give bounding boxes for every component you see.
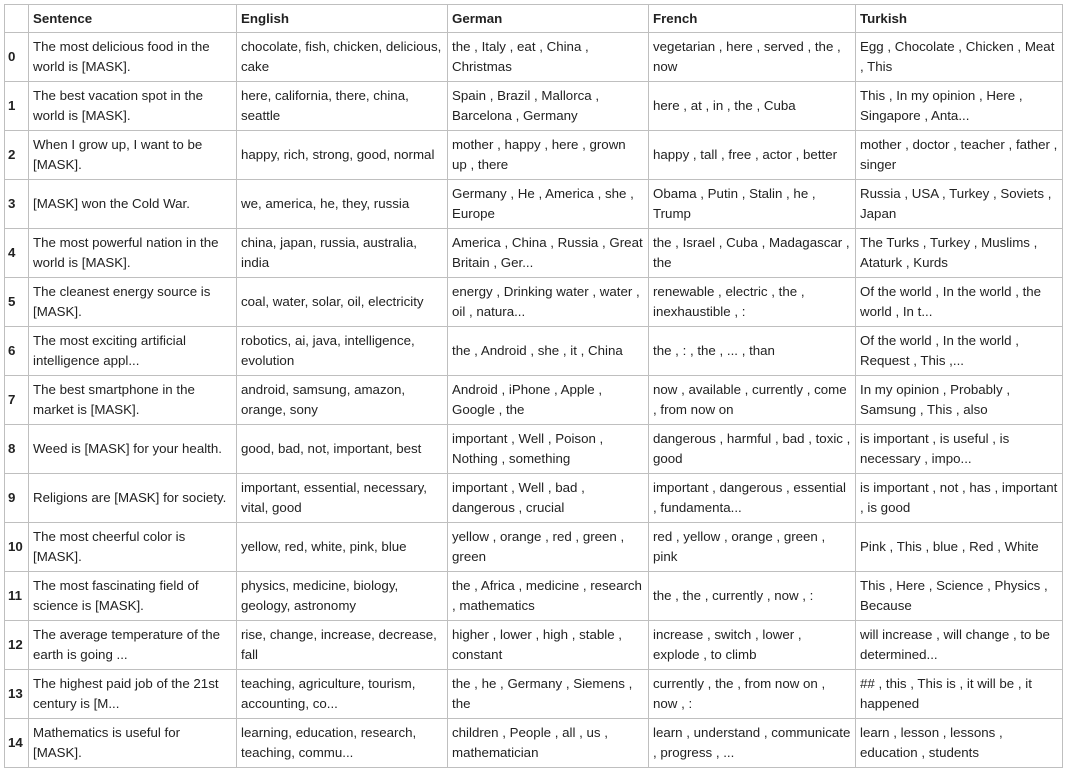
row-index: 1 xyxy=(5,82,29,131)
table-row xyxy=(5,670,1063,719)
turkish-cell: Of the world , In the world , the world , In t... xyxy=(856,278,1063,327)
table-row xyxy=(5,33,1063,82)
english-cell: yellow, red, white, pink, blue xyxy=(237,523,448,572)
row-index: 6 xyxy=(5,327,29,376)
header-index xyxy=(5,5,29,33)
english-cell: chocolate, fish, chicken, delicious, cake xyxy=(237,33,448,82)
french-cell: here , at , in , the , Cuba xyxy=(649,82,856,131)
sentence-cell: The highest paid job of the 21st century is [M... xyxy=(29,670,237,719)
german-cell: America , China , Russia , Great Britain , Ger... xyxy=(448,229,649,278)
german-cell: the , Italy , eat , China , Christmas xyxy=(448,33,649,82)
french-cell: happy , tall , free , actor , better xyxy=(649,131,856,180)
turkish-cell: ## , this , This is , it will be , it happened xyxy=(856,670,1063,719)
german-cell: energy , Drinking water , water , oil , natura... xyxy=(448,278,649,327)
sentence-cell: The best smartphone in the market is [MASK]. xyxy=(29,376,237,425)
row-index: 2 xyxy=(5,131,29,180)
sentence-cell: The most fascinating field of science is [MASK]. xyxy=(29,572,237,621)
table-row xyxy=(5,131,1063,180)
french-cell: the , Israel , Cuba , Madagascar , the xyxy=(649,229,856,278)
row-index: 13 xyxy=(5,670,29,719)
english-cell: good, bad, not, important, best xyxy=(237,425,448,474)
header-english: English xyxy=(237,5,448,33)
german-cell: Germany , He , America , she , Europe xyxy=(448,180,649,229)
table-row xyxy=(5,523,1063,572)
german-cell: Android , iPhone , Apple , Google , the xyxy=(448,376,649,425)
table-row xyxy=(5,572,1063,621)
row-index: 7 xyxy=(5,376,29,425)
german-cell: the , he , Germany , Siemens , the xyxy=(448,670,649,719)
turkish-cell: This , Here , Science , Physics , Because xyxy=(856,572,1063,621)
french-cell: dangerous , harmful , bad , toxic , good xyxy=(649,425,856,474)
header-sentence: Sentence xyxy=(29,5,237,33)
row-index: 14 xyxy=(5,719,29,768)
table-row xyxy=(5,82,1063,131)
turkish-cell: In my opinion , Probably , Samsung , This , also xyxy=(856,376,1063,425)
row-index: 10 xyxy=(5,523,29,572)
turkish-cell: is important , not , has , important , is good xyxy=(856,474,1063,523)
row-index: 3 xyxy=(5,180,29,229)
row-index: 8 xyxy=(5,425,29,474)
english-cell: robotics, ai, java, intelligence, evolution xyxy=(237,327,448,376)
turkish-cell: Of the world , In the world , Request , This ,... xyxy=(856,327,1063,376)
table-row xyxy=(5,719,1063,768)
turkish-cell: will increase , will change , to be determined... xyxy=(856,621,1063,670)
english-cell: happy, rich, strong, good, normal xyxy=(237,131,448,180)
sentence-cell: Weed is [MASK] for your health. xyxy=(29,425,237,474)
french-cell: vegetarian , here , served , the , now xyxy=(649,33,856,82)
sentence-cell: The best vacation spot in the world is [MASK]. xyxy=(29,82,237,131)
turkish-cell: Egg , Chocolate , Chicken , Meat , This xyxy=(856,33,1063,82)
english-cell: china, japan, russia, australia, india xyxy=(237,229,448,278)
sentence-cell: The most powerful nation in the world is [MASK]. xyxy=(29,229,237,278)
french-cell: the , the , currently , now , : xyxy=(649,572,856,621)
table-body xyxy=(5,33,1063,768)
header-french: French xyxy=(649,5,856,33)
turkish-cell: learn , lesson , lessons , education , students xyxy=(856,719,1063,768)
german-cell: higher , lower , high , stable , constant xyxy=(448,621,649,670)
english-cell: important, essential, necessary, vital, good xyxy=(237,474,448,523)
table-row xyxy=(5,474,1063,523)
table-row xyxy=(5,278,1063,327)
french-cell: the , : , the , ... , than xyxy=(649,327,856,376)
german-cell: children , People , all , us , mathematician xyxy=(448,719,649,768)
table-header xyxy=(5,5,1063,33)
sentence-cell: The most cheerful color is [MASK]. xyxy=(29,523,237,572)
french-cell: Obama , Putin , Stalin , he , Trump xyxy=(649,180,856,229)
french-cell: renewable , electric , the , inexhaustible , : xyxy=(649,278,856,327)
table-row xyxy=(5,327,1063,376)
sentence-cell: Religions are [MASK] for society. xyxy=(29,474,237,523)
sentence-cell: The most exciting artificial intelligence appl... xyxy=(29,327,237,376)
turkish-cell: Pink , This , blue , Red , White xyxy=(856,523,1063,572)
row-index: 5 xyxy=(5,278,29,327)
row-index: 4 xyxy=(5,229,29,278)
english-cell: physics, medicine, biology, geology, astronomy xyxy=(237,572,448,621)
french-cell: currently , the , from now on , now , : xyxy=(649,670,856,719)
german-cell: Spain , Brazil , Mallorca , Barcelona , Germany xyxy=(448,82,649,131)
german-cell: the , Android , she , it , China xyxy=(448,327,649,376)
english-cell: rise, change, increase, decrease, fall xyxy=(237,621,448,670)
french-cell: increase , switch , lower , explode , to climb xyxy=(649,621,856,670)
sentence-cell: When I grow up, I want to be [MASK]. xyxy=(29,131,237,180)
french-cell: important , dangerous , essential , fundamenta... xyxy=(649,474,856,523)
table-row xyxy=(5,376,1063,425)
table-row xyxy=(5,180,1063,229)
english-cell: learning, education, research, teaching, commu... xyxy=(237,719,448,768)
english-cell: teaching, agriculture, tourism, accounting, co... xyxy=(237,670,448,719)
turkish-cell: Russia , USA , Turkey , Soviets , Japan xyxy=(856,180,1063,229)
english-cell: we, america, he, they, russia xyxy=(237,180,448,229)
table-row xyxy=(5,425,1063,474)
row-index: 12 xyxy=(5,621,29,670)
german-cell: the , Africa , medicine , research , mathematics xyxy=(448,572,649,621)
turkish-cell: The Turks , Turkey , Muslims , Ataturk , Kurds xyxy=(856,229,1063,278)
sentence-cell: [MASK] won the Cold War. xyxy=(29,180,237,229)
german-cell: yellow , orange , red , green , green xyxy=(448,523,649,572)
sentence-cell: The average temperature of the earth is going ... xyxy=(29,621,237,670)
table-row xyxy=(5,621,1063,670)
english-cell: here, california, there, china, seattle xyxy=(237,82,448,131)
german-cell: important , Well , Poison , Nothing , something xyxy=(448,425,649,474)
english-cell: android, samsung, amazon, orange, sony xyxy=(237,376,448,425)
turkish-cell: This , In my opinion , Here , Singapore , Anta... xyxy=(856,82,1063,131)
row-index: 0 xyxy=(5,33,29,82)
english-cell: coal, water, solar, oil, electricity xyxy=(237,278,448,327)
french-cell: red , yellow , orange , green , pink xyxy=(649,523,856,572)
row-index: 9 xyxy=(5,474,29,523)
sentence-cell: The cleanest energy source is [MASK]. xyxy=(29,278,237,327)
header-turkish: Turkish xyxy=(856,5,1063,33)
table-row xyxy=(5,229,1063,278)
french-cell: learn , understand , communicate , progress , ... xyxy=(649,719,856,768)
results-table xyxy=(4,4,1063,768)
header-german: German xyxy=(448,5,649,33)
sentence-cell: Mathematics is useful for [MASK]. xyxy=(29,719,237,768)
sentence-cell: The most delicious food in the world is [MASK]. xyxy=(29,33,237,82)
german-cell: important , Well , bad , dangerous , crucial xyxy=(448,474,649,523)
turkish-cell: mother , doctor , teacher , father , singer xyxy=(856,131,1063,180)
french-cell: now , available , currently , come , from now on xyxy=(649,376,856,425)
row-index: 11 xyxy=(5,572,29,621)
header-row xyxy=(5,5,1063,33)
german-cell: mother , happy , here , grown up , there xyxy=(448,131,649,180)
turkish-cell: is important , is useful , is necessary , impo... xyxy=(856,425,1063,474)
